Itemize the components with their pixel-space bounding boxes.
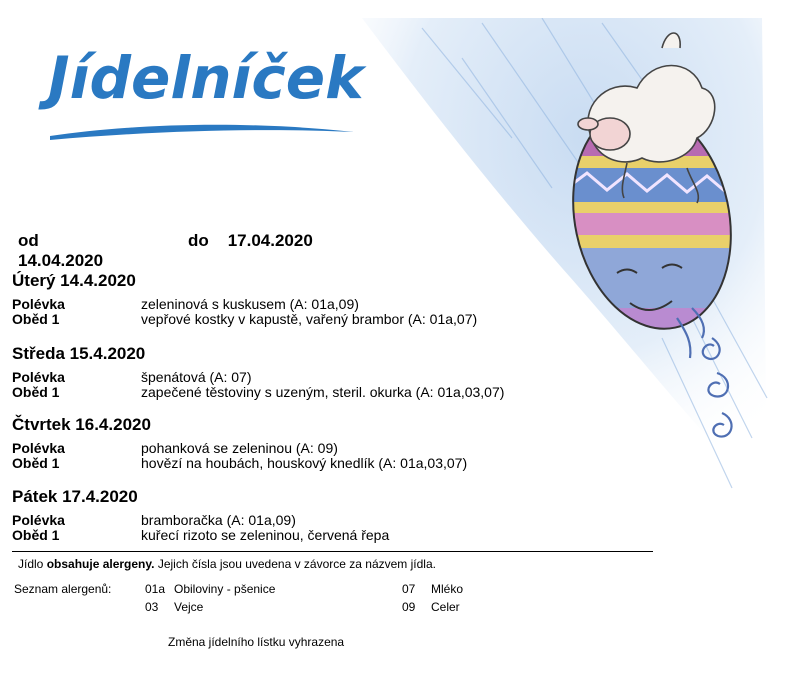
allergen-list-title: Seznam alergenů: (14, 582, 112, 596)
day-section (12, 343, 652, 400)
allergen-name: Vejce (174, 600, 204, 614)
meal-label: Oběd 1 (12, 455, 60, 471)
meal-label: Oběd 1 (12, 311, 60, 327)
date-to-label: do (188, 231, 209, 250)
meal-label: Polévka (12, 512, 65, 528)
date-to-value: 17.04.2020 (227, 231, 313, 250)
allergen-item (402, 600, 460, 614)
date-from-value: 14.04.2020 (18, 251, 104, 270)
meal-dish: zapečené těstoviny s uzeným, steril. okurka (A: 01a,03,07) (141, 384, 505, 400)
meal-label: Oběd 1 (12, 384, 60, 400)
meal-row (12, 441, 652, 456)
date-to (188, 231, 313, 251)
meal-label: Polévka (12, 369, 65, 385)
allergen-note-prefix: Jídlo (18, 557, 47, 571)
day-title: Úterý 14.4.2020 (12, 271, 136, 290)
day-section (12, 270, 652, 327)
meal-row (12, 297, 652, 312)
day-title: Čtvrtek 16.4.2020 (12, 415, 151, 434)
allergen-item (145, 600, 203, 614)
meal-row (12, 312, 652, 327)
allergen-code: 07 (402, 582, 416, 596)
meal-row (12, 385, 652, 400)
logo (42, 40, 362, 150)
footer-note: Změna jídelního lístku vyhrazena (168, 635, 345, 649)
meal-dish: hovězí na houbách, houskový knedlík (A: 01a,03,07) (141, 455, 468, 471)
logo-text: Jídelníček (48, 44, 364, 112)
meal-row (12, 528, 652, 543)
meal-label: Polévka (12, 296, 65, 312)
meal-label: Polévka (12, 440, 65, 456)
day-title: Pátek 17.4.2020 (12, 487, 138, 506)
logo-swoosh (42, 40, 362, 150)
meal-list (12, 441, 652, 471)
day-title: Středa 15.4.2020 (12, 344, 146, 363)
day-section (12, 414, 652, 471)
meal-dish: kuřecí rizoto se zeleninou, červená řepa (141, 527, 390, 543)
allergen-note-suffix: Jejich čísla jsou uvedena v závorce za názvem jídla. (154, 557, 436, 571)
meal-list (12, 513, 652, 543)
allergen-item (402, 582, 463, 596)
day-section (12, 486, 652, 543)
date-from (18, 231, 103, 271)
date-from-label: od (18, 231, 39, 250)
meal-dish: pohanková se zeleninou (A: 09) (141, 440, 338, 456)
meal-row (12, 370, 652, 385)
allergen-note (18, 557, 436, 571)
meal-dish: vepřové kostky v kapustě, vařený brambor (A: 01a,07) (141, 311, 478, 327)
meal-label: Oběd 1 (12, 527, 60, 543)
allergen-name: Obiloviny - pšenice (174, 582, 276, 596)
meal-list (12, 370, 652, 400)
allergen-name: Mléko (431, 582, 464, 596)
allergen-code: 03 (145, 600, 159, 614)
meal-dish: špenátová (A: 07) (141, 369, 252, 385)
allergen-name: Celer (431, 600, 460, 614)
allergen-code: 09 (402, 600, 416, 614)
meal-dish: bramboračka (A: 01a,09) (141, 512, 296, 528)
allergen-item (145, 582, 275, 596)
meal-row (12, 513, 652, 528)
meal-list (12, 297, 652, 327)
allergen-code: 01a (145, 582, 166, 596)
divider (12, 551, 653, 552)
meal-row (12, 456, 652, 471)
allergen-note-bold: obsahuje alergeny. (46, 557, 155, 571)
meal-dish: zeleninová s kuskusem (A: 01a,09) (141, 296, 359, 312)
